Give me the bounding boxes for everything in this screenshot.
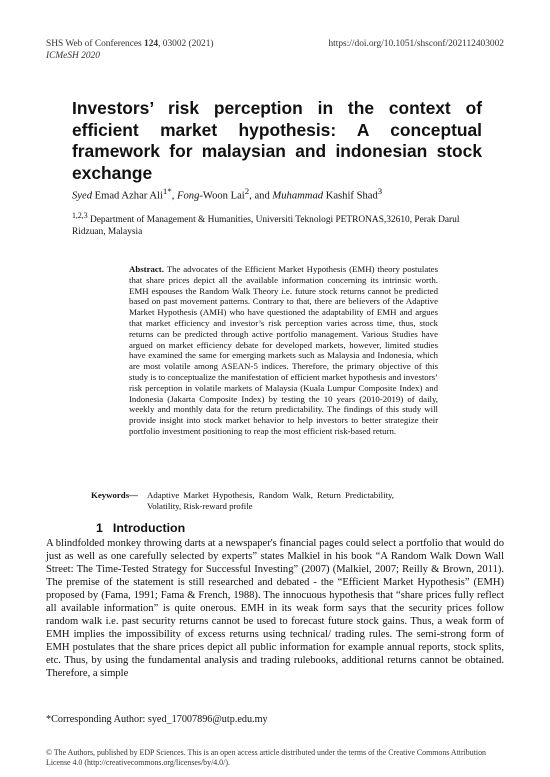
affiliation-sup: 1,2,3 — [72, 211, 88, 220]
author-list — [72, 186, 382, 202]
author-rest: Kashif Shad — [323, 190, 378, 202]
author-sup: 2 — [244, 186, 250, 196]
affiliation-text: Department of Management & Humanities, Universiti Teknologi PETRONAS,32610, Perak Darul Ridzuan, Malaysia — [72, 215, 460, 238]
paper-title: Investors’ risk perception in the context of efficient market hypothesis: A conceptual framework for malaysian and indonesian stock exchange — [72, 98, 482, 183]
section-title: Introduction — [112, 521, 186, 535]
keywords — [91, 490, 394, 512]
doi-link[interactable]: https://doi.org/10.1051/shsconf/202112403002 — [328, 39, 504, 49]
corresponding-author-footnote: *Corresponding Author: syed_17007896@utp.edu.my — [46, 714, 268, 725]
author-first: Syed — [72, 190, 92, 202]
author-sup: 1* — [162, 186, 172, 196]
keywords-text: Adaptive Market Hypothesis, Random Walk, Return Predictability, Volatility, Risk-reward profile — [147, 490, 394, 511]
abstract-label: Abstract. — [129, 264, 164, 274]
article-number: , 03002 (2021) — [158, 39, 214, 49]
author-first: Muhammad — [272, 190, 324, 202]
author-rest: -Woon Lai — [199, 190, 245, 202]
affiliation — [72, 210, 478, 238]
abstract — [129, 264, 438, 437]
page-header — [46, 38, 504, 62]
license-notice: © The Authors, published by EDP Sciences. This is an open access article distributed under the terms of the Creative Commons Attribution License 4.0 (http://creativecommons.org/licenses/by/4.0/). — [46, 748, 486, 767]
author-sep: , — [171, 190, 178, 202]
keywords-label: Keywords— — [91, 490, 138, 500]
conference-name: ICMeSH 2020 — [46, 51, 100, 61]
journal-name: SHS Web of Conferences — [46, 39, 145, 49]
section-heading — [96, 521, 185, 535]
author-sep: , and — [249, 190, 273, 202]
journal-citation — [46, 38, 214, 50]
author-sup: 3 — [377, 186, 383, 196]
intro-paragraph: A blindfolded monkey throwing darts at a newspaper's financial pages could select a portfolio that would do just as well as one carefully selected by experts” states Malkiel in his book “A Random Walk Down Wall Street: The Time-Tested Strategy for Successful Investing” (2007) (Malkiel, 2007; Reilly & Brown, 2011). The premise of the statement is still researched and debated - the “Efficient Market Hypothesis” (EMH) proposed by (Fama, 1991; Fama & French, 1988). The innocuous hypothesis that “share prices fully reflect all available information” is quite onerous. EMH in its weak form says that the security prices follow random walk i.e. past security returns cannot be used to forecast future stock gains. Thus, a weak form of EMH implies the impossibility of excess returns using technical/ trading rules. The semi-strong form of EMH postulates that the share prices depict all public information for example annual reports, stock splits, etc. Thus, by using the fundamental analysis and trading rulebooks, additional returns cannot be obtained. Therefore, a simple — [46, 538, 504, 680]
section-number: 1 — [96, 521, 103, 535]
abstract-text: The advocates of the Efficient Market Hypothesis (EMH) theory postulates that share prices depict all the available information concerning its intrinsic worth. EMH espouses the Random Walk Theory i.e. future stock returns cannot be predicted based on past movement patterns. Contrary to that, there are believers of the Adaptive Market Hypothesis (AMH) who have questioned the adaptability of EMH and argues that market efficiency and investor’s risk perception varies across time, thus, stock returns can be predicted through active portfolio management. Various Studies have argued on market efficiency debate for developed markets, however, limited studies have examined the same for emerging markets such as Malaysia and Indonesia, which are most volatile among ASEAN-5 indices. Therefore, the primary objective of this study is to conceptualize the manifestation of efficient market hypothesis and investors’ risk perception in volatile markets of Malaysia (Kuala Lumpur Composite Index) and Indonesia (Jakarta Composite Index) by testing the 10 years (2010-2019) of daily, weekly and monthly data for the return predictability. The findings of this study will provide insight into stock market behavior to help investors to better strategize their portfolio investment positioning to reap the most efficient risk-based return. — [129, 264, 438, 436]
journal-volume: 124 — [144, 39, 159, 49]
author-first: Fong — [177, 190, 200, 202]
author-rest: Emad Azhar Ali — [92, 190, 163, 202]
